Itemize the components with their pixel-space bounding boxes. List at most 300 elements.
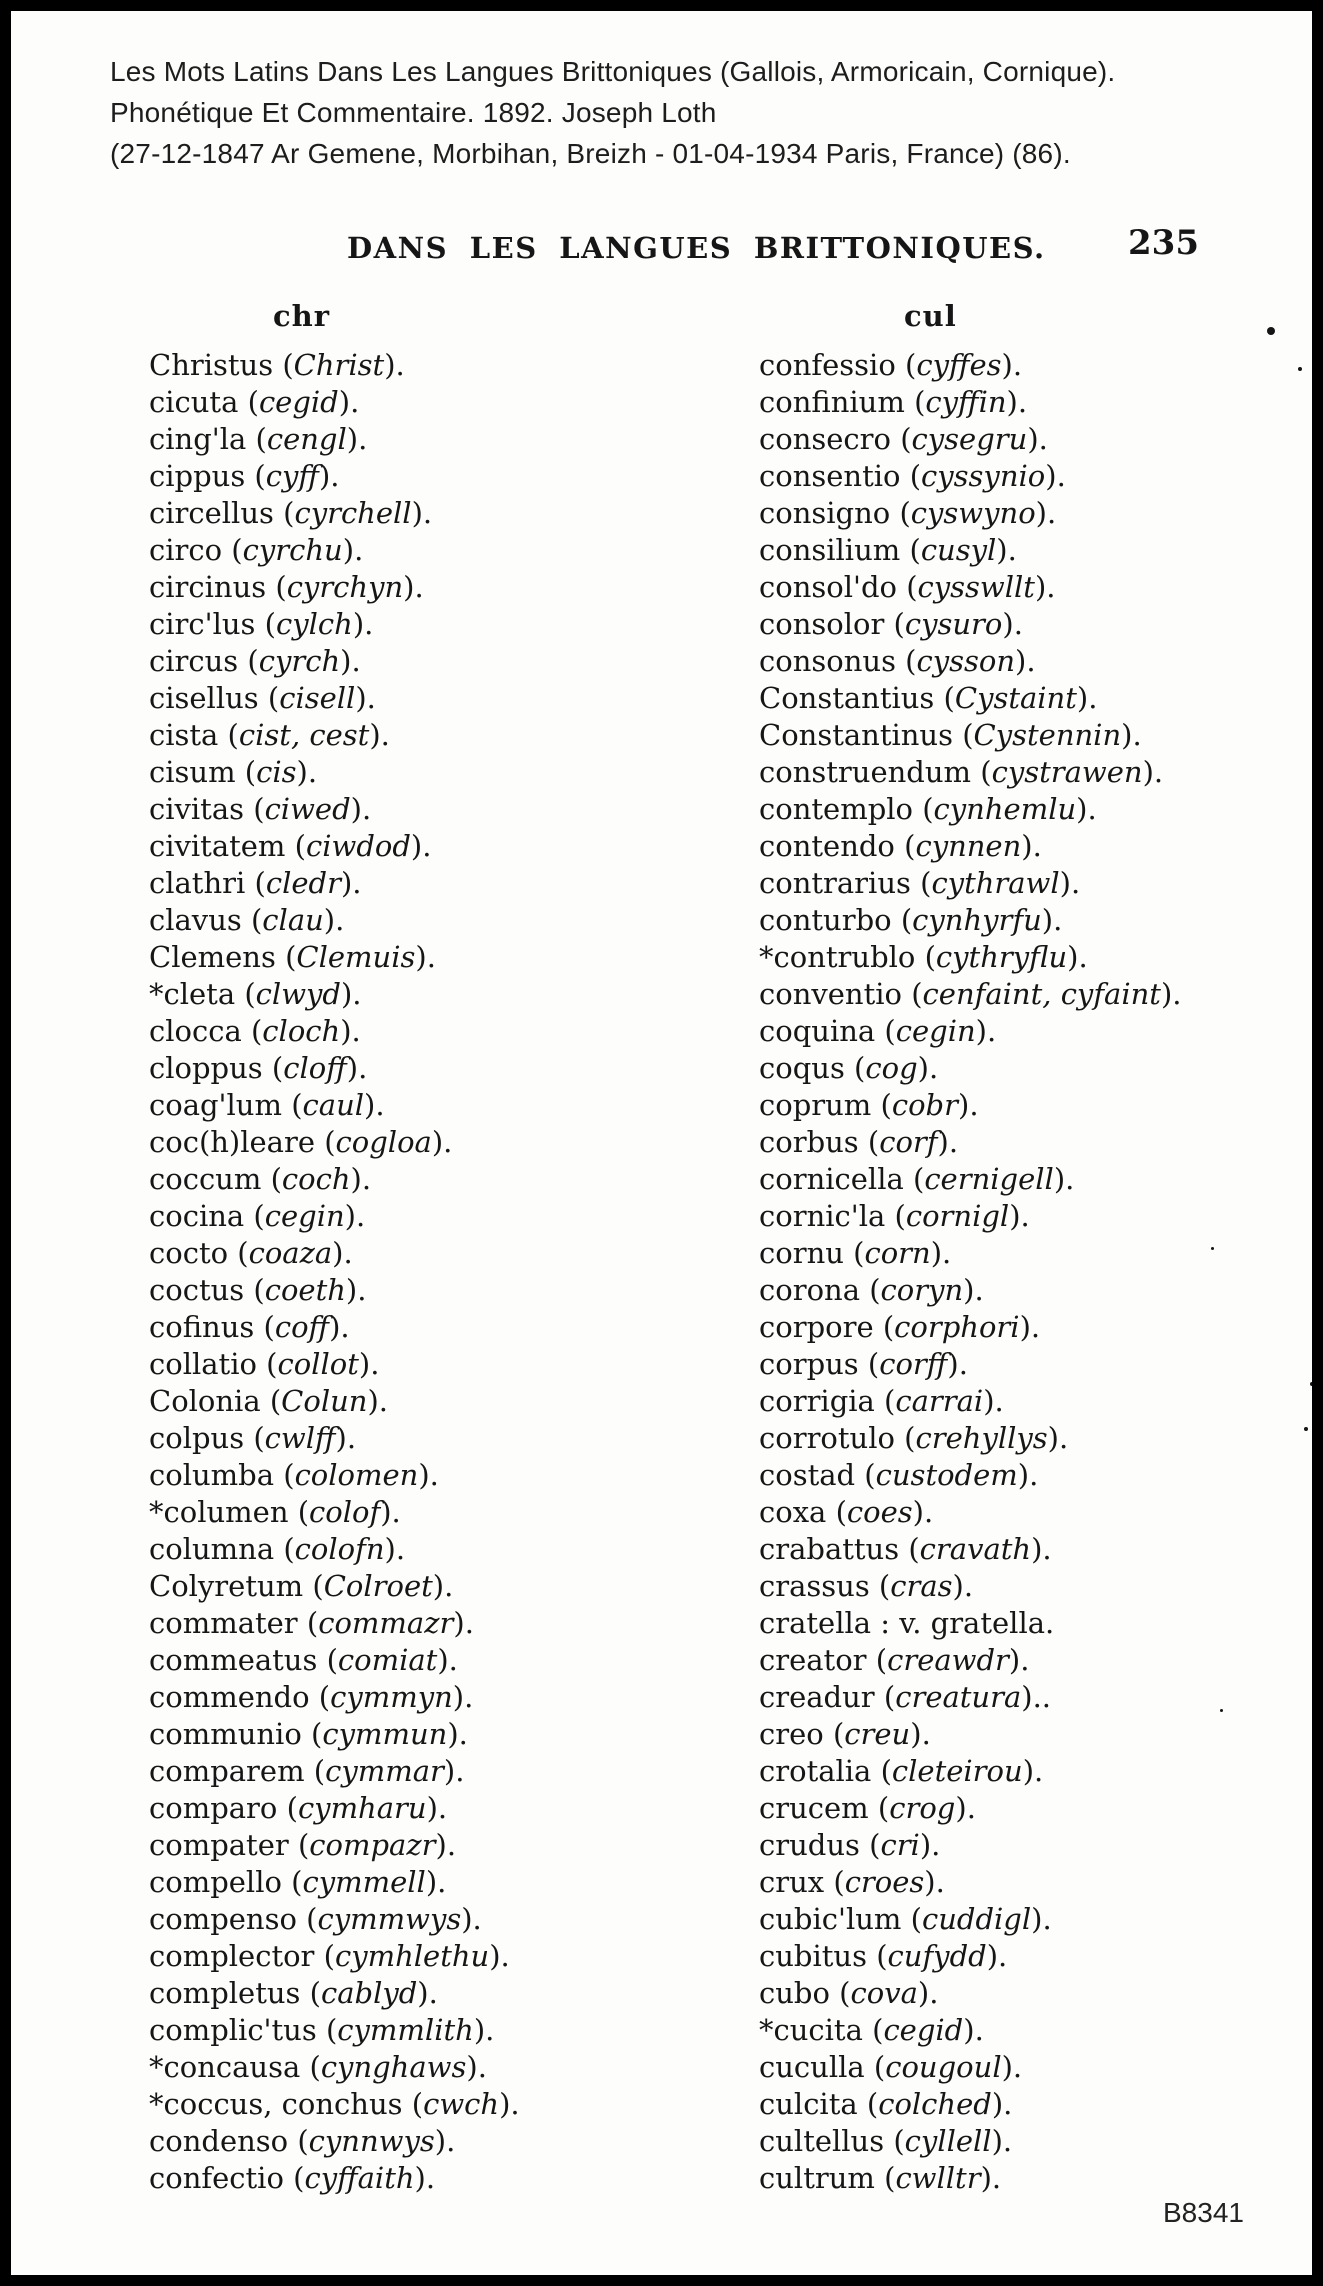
entry-latin: cicuta: [149, 385, 239, 419]
entry-latin: civitas: [149, 792, 245, 826]
entry-latin: colpus: [149, 1421, 245, 1455]
dictionary-entry: cultrum (cwlltr).: [759, 2161, 1002, 2195]
dictionary-entry: confinium (cyffin).: [759, 385, 1028, 419]
entry-latin: cisum: [149, 755, 236, 789]
dictionary-entry: crabattus (cravath).: [759, 1532, 1052, 1566]
entry-latin: corona: [759, 1273, 860, 1307]
entry-gloss: cysuro: [904, 607, 1003, 641]
entry-gloss: cornigl: [905, 1199, 1010, 1233]
entry-gloss: corphori: [894, 1310, 1020, 1344]
entry-latin: circinus: [149, 570, 267, 604]
entry-gloss: cwch: [423, 2087, 500, 2121]
entry-gloss: cablyd: [320, 1976, 418, 2010]
entry-latin: commendo: [149, 1680, 310, 1714]
dictionary-entry: coxa (coes).: [759, 1495, 934, 1529]
dictionary-entry: cubo (cova).: [759, 1976, 939, 2010]
entry-latin: *concausa: [149, 2050, 301, 2084]
entry-latin: compenso: [149, 1902, 297, 1936]
dictionary-entry: coc(h)leare (cogloa).: [149, 1125, 453, 1159]
entry-latin: crassus: [759, 1569, 870, 1603]
dictionary-entry: Colyretum (Colroet).: [149, 1569, 454, 1603]
dictionary-entry: conturbo (cynhyrfu).: [759, 903, 1063, 937]
entry-gloss: clwyd: [255, 977, 341, 1011]
entry-gloss: cyffin: [925, 385, 1007, 419]
entry-latin: columna: [149, 1532, 275, 1566]
entry-gloss: cova: [850, 1976, 918, 2010]
entry-gloss: cri: [880, 1828, 920, 1862]
entry-latin: cornu: [759, 1236, 844, 1270]
entry-gloss: croes: [844, 1865, 925, 1899]
dictionary-entry: compello (cymmell).: [149, 1865, 447, 1899]
dictionary-entry: Constantius (Cystaint).: [759, 681, 1098, 715]
entry-gloss: cyrchu: [242, 533, 343, 567]
entry-gloss: cuddigl: [921, 1902, 1032, 1936]
dictionary-entry: coprum (cobr).: [759, 1088, 979, 1122]
dictionary-entry: culcita (colched).: [759, 2087, 1013, 2121]
entry-gloss: colched: [878, 2087, 992, 2121]
entry-gloss: collot: [277, 1347, 359, 1381]
entry-latin: Colonia: [149, 1384, 261, 1418]
dictionary-entry: corrotulo (crehyllys).: [759, 1421, 1069, 1455]
entry-gloss: Christ: [293, 348, 385, 382]
entry-gloss: colomen: [294, 1458, 419, 1492]
entry-gloss: coch: [281, 1162, 351, 1196]
entry-latin: consonus: [759, 644, 896, 678]
entry-latin: corrotulo: [759, 1421, 895, 1455]
dictionary-entry: comparem (cymmar).: [149, 1754, 465, 1788]
page-number: 235: [1128, 223, 1199, 263]
scan-artifact-dot: [1304, 1427, 1308, 1431]
dictionary-entry: cubic'lum (cuddigl).: [759, 1902, 1052, 1936]
entry-latin: cornic'la: [759, 1199, 886, 1233]
entry-latin: complic'tus: [149, 2013, 317, 2047]
dictionary-entry: cloppus (cloff).: [149, 1051, 368, 1085]
entry-gloss: crehyllys: [915, 1421, 1048, 1455]
entry-gloss: cravath: [919, 1532, 1032, 1566]
entry-latin: corrigia: [759, 1384, 875, 1418]
dictionary-entry: corona (coryn).: [759, 1273, 984, 1307]
entry-gloss: cyrchyn: [286, 570, 404, 604]
entry-latin: cista: [149, 718, 219, 752]
entry-latin: coquina: [759, 1014, 876, 1048]
dictionary-entry: cicuta (cegid).: [149, 385, 360, 419]
entry-gloss: cog: [865, 1051, 918, 1085]
entry-latin: confectio: [149, 2161, 284, 2195]
entry-gloss: cysswllt: [917, 570, 1035, 604]
dictionary-entry: *concausa (cynghaws).: [149, 2050, 487, 2084]
entry-latin: cocto: [149, 1236, 229, 1270]
entry-gloss: cufydd: [887, 1939, 987, 1973]
entry-gloss: cyrch: [258, 644, 341, 678]
entry-gloss: cymharu: [297, 1791, 427, 1825]
dictionary-entry: cornu (corn).: [759, 1236, 952, 1270]
entry-latin: cultellus: [759, 2124, 885, 2158]
entry-gloss: commazr: [318, 1606, 454, 1640]
entry-gloss: coaza: [248, 1236, 333, 1270]
dictionary-entry: corpore (corphori).: [759, 1310, 1041, 1344]
document-header: [110, 51, 1115, 174]
dictionary-entry: consonus (cysson).: [759, 644, 1036, 678]
dictionary-entry: commeatus (comiat).: [149, 1643, 458, 1677]
entry-gloss: cwlff: [264, 1421, 336, 1455]
entry-gloss: corff: [879, 1347, 948, 1381]
entry-latin: cofinus: [149, 1310, 255, 1344]
dictionary-entry: *coccus, conchus (cwch).: [149, 2087, 520, 2121]
entry-gloss: cymmwys: [317, 1902, 462, 1936]
dictionary-entry: consolor (cysuro).: [759, 607, 1023, 641]
entry-gloss: ciwdod: [305, 829, 411, 863]
entry-gloss: cougoul: [885, 2050, 1002, 2084]
entry-gloss: cyllell: [904, 2124, 992, 2158]
dictionary-entry: *columen (colof).: [149, 1495, 401, 1529]
entry-gloss: cist, cest: [238, 718, 370, 752]
entry-latin: coc(h)leare: [149, 1125, 315, 1159]
entry-latin: collatio: [149, 1347, 257, 1381]
entry-gloss: cynnen: [915, 829, 1022, 863]
entry-latin: corpore: [759, 1310, 874, 1344]
entry-gloss: cloff: [283, 1051, 347, 1085]
dictionary-entry: coag'lum (caul).: [149, 1088, 385, 1122]
entry-latin: coxa: [759, 1495, 827, 1529]
entry-latin: cubo: [759, 1976, 830, 2010]
catalog-code: B8341: [1163, 2197, 1244, 2228]
dictionary-entry: Colonia (Colun).: [149, 1384, 388, 1418]
entry-latin: cuculla: [759, 2050, 865, 2084]
entry-gloss: cenfaint, cyfaint: [922, 977, 1161, 1011]
dictionary-entry: civitas (ciwed).: [149, 792, 372, 826]
dictionary-entry: coquina (cegin).: [759, 1014, 997, 1048]
dictionary-entry: cisellus (cisell).: [149, 681, 376, 715]
entry-latin: corbus: [759, 1125, 859, 1159]
entry-gloss: Colun: [281, 1384, 368, 1418]
entry-latin: *cucita: [759, 2013, 863, 2047]
entry-gloss: compazr: [309, 1828, 436, 1862]
dictionary-entry: communio (cymmun).: [149, 1717, 468, 1751]
entry-gloss: cyswyno: [910, 496, 1036, 530]
dictionary-entry: columba (colomen).: [149, 1458, 439, 1492]
entry-latin: *coccus, conchus: [149, 2087, 403, 2121]
dictionary-entry: coqus (cog).: [759, 1051, 939, 1085]
dictionary-entry: cocto (coaza).: [149, 1236, 353, 1270]
dictionary-entry: complector (cymhlethu).: [149, 1939, 510, 1973]
entry-gloss: cwlltr: [895, 2161, 981, 2195]
entry-gloss: cegid: [883, 2013, 964, 2047]
entry-gloss: cyrchell: [294, 496, 412, 530]
dictionary-entry: confessio (cyffes).: [759, 348, 1023, 382]
entry-gloss: cegin: [895, 1014, 976, 1048]
entry-latin: civitatem: [149, 829, 286, 863]
entry-latin: coqus: [759, 1051, 845, 1085]
entry-latin: crux: [759, 1865, 825, 1899]
entry-latin: circ'lus: [149, 607, 256, 641]
entry-latin: *contrublo: [759, 940, 916, 974]
dictionary-entry: coctus (coeth).: [149, 1273, 367, 1307]
entry-latin: contemplo: [759, 792, 913, 826]
dictionary-entry: *cucita (cegid).: [759, 2013, 984, 2047]
scan-artifact-dot: [1220, 1709, 1223, 1712]
entry-latin: cornicella: [759, 1162, 904, 1196]
meta-line-title: Les Mots Latins Dans Les Langues Brittoniques (Gallois, Armoricain, Cornique).: [110, 56, 1116, 87]
dictionary-entry: compenso (cymmwys).: [149, 1902, 482, 1936]
entry-gloss: cynghaws: [320, 2050, 467, 2084]
entry-latin: conventio: [759, 977, 902, 1011]
dictionary-entry: circus (cyrch).: [149, 644, 361, 678]
entry-latin: Constantius: [759, 681, 935, 715]
entry-latin: clocca: [149, 1014, 242, 1048]
entry-gloss: cymhlethu: [334, 1939, 490, 1973]
dictionary-entry: cornicella (cernigell).: [759, 1162, 1075, 1196]
entry-latin: cultrum: [759, 2161, 875, 2195]
entry-latin: construendum: [759, 755, 972, 789]
entry-gloss: Cystaint: [954, 681, 1077, 715]
dictionary-entry: Clemens (Clemuis).: [149, 940, 436, 974]
dictionary-entry: crudus (cri).: [759, 1828, 941, 1862]
dictionary-entry: condenso (cynnwys).: [149, 2124, 456, 2158]
dictionary-entry: construendum (cystrawen).: [759, 755, 1164, 789]
entry-latin: consilium: [759, 533, 901, 567]
left-column: [149, 347, 520, 2197]
entry-latin: compello: [149, 1865, 282, 1899]
entry-latin: Clemens: [149, 940, 276, 974]
entry-latin: compater: [149, 1828, 289, 1862]
dictionary-entry: crotalia (cleteirou).: [759, 1754, 1044, 1788]
entry-gloss: cleteirou: [891, 1754, 1023, 1788]
entry-latin: crudus: [759, 1828, 860, 1862]
entry-latin: *cleta: [149, 977, 236, 1011]
entry-gloss: corn: [864, 1236, 931, 1270]
dictionary-entry: creator (creawdr).: [759, 1643, 1030, 1677]
entry-gloss: cobr: [891, 1088, 958, 1122]
entry-latin: consolor: [759, 607, 885, 641]
entry-gloss: cledr: [265, 866, 341, 900]
entry-latin: Colyretum: [149, 1569, 304, 1603]
entry-latin: coctus: [149, 1273, 245, 1307]
dictionary-entry: circo (cyrchu).: [149, 533, 364, 567]
entry-gloss: Clemuis: [296, 940, 416, 974]
dictionary-entry: cratella : v. gratella.: [759, 1606, 1055, 1640]
entry-latin: *columen: [149, 1495, 289, 1529]
entry-latin: crabattus: [759, 1532, 900, 1566]
entry-gloss: corf: [879, 1125, 938, 1159]
entry-gloss: cusyl: [920, 533, 997, 567]
entry-latin: comparo: [149, 1791, 278, 1825]
dictionary-entry: cultellus (cyllell).: [759, 2124, 1013, 2158]
entry-gloss: cymmar: [325, 1754, 444, 1788]
entry-gloss: cyffes: [916, 348, 1002, 382]
entry-gloss: cras: [890, 1569, 953, 1603]
entry-latin: confessio: [759, 348, 896, 382]
entry-latin: complector: [149, 1939, 315, 1973]
dictionary-entry: cista (cist, cest).: [149, 718, 390, 752]
entry-latin: creadur: [759, 1680, 875, 1714]
dictionary-entry: clocca (cloch).: [149, 1014, 361, 1048]
entry-gloss: cisell: [279, 681, 356, 715]
entry-gloss: cylch: [275, 607, 353, 641]
entry-gloss: cyff: [265, 459, 319, 493]
dictionary-entry: comparo (cymharu).: [149, 1791, 448, 1825]
entry-gloss: cymmlith: [337, 2013, 474, 2047]
dictionary-entry: corrigia (carrai).: [759, 1384, 1004, 1418]
entry-latin: columba: [149, 1458, 275, 1492]
dictionary-entry: *cleta (clwyd).: [149, 977, 362, 1011]
column-header-cul: cul: [904, 299, 957, 333]
entry-gloss: Cystennin: [973, 718, 1122, 752]
entry-latin: creo: [759, 1717, 824, 1751]
entry-latin: crotalia: [759, 1754, 872, 1788]
entry-latin: commater: [149, 1606, 298, 1640]
entry-latin: contendo: [759, 829, 895, 863]
dictionary-entry: cocina (cegin).: [149, 1199, 366, 1233]
dictionary-entry: circ'lus (cylch).: [149, 607, 374, 641]
scan-artifact-dot: [1267, 327, 1275, 335]
dictionary-entry: crassus (cras).: [759, 1569, 974, 1603]
dictionary-entry: contrarius (cythrawl).: [759, 866, 1081, 900]
entry-gloss: creatura: [895, 1680, 1022, 1714]
entry-gloss: cystrawen: [991, 755, 1143, 789]
entry-gloss: cymmyn: [330, 1680, 453, 1714]
dictionary-entry: creo (creu).: [759, 1717, 931, 1751]
entry-latin: cippus: [149, 459, 246, 493]
entry-gloss: cogloa: [335, 1125, 432, 1159]
entry-gloss: colofn: [294, 1532, 385, 1566]
entry-latin: circellus: [149, 496, 274, 530]
entry-latin: costad: [759, 1458, 856, 1492]
dictionary-entry: corbus (corf).: [759, 1125, 959, 1159]
dictionary-entry: clathri (cledr).: [149, 866, 362, 900]
entry-latin: corpus: [759, 1347, 859, 1381]
entry-gloss: cymmun: [322, 1717, 448, 1751]
dictionary-entry: Christus (Christ).: [149, 348, 405, 382]
scan-artifact-dot: [1310, 1382, 1314, 1386]
dictionary-entry: cubitus (cufydd).: [759, 1939, 1008, 1973]
entry-gloss: caul: [302, 1088, 365, 1122]
dictionary-entry: consecro (cysegru).: [759, 422, 1048, 456]
entry-gloss: cynnwys: [308, 2124, 435, 2158]
entry-latin: consecro: [759, 422, 891, 456]
meta-line-subtitle: Phonétique Et Commentaire. 1892. Joseph Loth: [110, 97, 717, 128]
entry-gloss: crog: [889, 1791, 956, 1825]
entry-gloss: cernigell: [924, 1162, 1054, 1196]
entry-latin: circo: [149, 533, 223, 567]
dictionary-entry: commendo (cymmyn).: [149, 1680, 474, 1714]
entry-gloss: colof: [309, 1495, 381, 1529]
dictionary-entry: collatio (collot).: [149, 1347, 380, 1381]
entry-latin: clavus: [149, 903, 242, 937]
entry-latin: crucem: [759, 1791, 869, 1825]
entry-gloss: cyffaith: [304, 2161, 415, 2195]
dictionary-entry: cippus (cyff).: [149, 459, 340, 493]
entry-gloss: cloch: [262, 1014, 341, 1048]
entry-latin: condenso: [149, 2124, 289, 2158]
dictionary-entry: cofinus (coff).: [149, 1310, 350, 1344]
entry-gloss: cynhyrfu: [912, 903, 1042, 937]
dictionary-entry: costad (custodem).: [759, 1458, 1039, 1492]
dictionary-entry: crucem (crog).: [759, 1791, 976, 1825]
dictionary-entry: crux (croes).: [759, 1865, 945, 1899]
meta-line-author-dates: (27-12-1847 Ar Gemene, Morbihan, Breizh - 01-04-1934 Paris, France) (86).: [110, 138, 1071, 169]
entry-latin: coprum: [759, 1088, 872, 1122]
entry-gloss: cengl: [266, 422, 347, 456]
entry-gloss: coff: [274, 1310, 330, 1344]
dictionary-entry: corpus (corff).: [759, 1347, 968, 1381]
entry-gloss: cythryflu: [935, 940, 1068, 974]
entry-latin: coccum: [149, 1162, 262, 1196]
entry-latin: consol'do: [759, 570, 897, 604]
dictionary-entry: consigno (cyswyno).: [759, 496, 1057, 530]
dictionary-entry: *contrublo (cythryflu).: [759, 940, 1088, 974]
running-title: DANS LES LANGUES BRITTONIQUES.: [347, 231, 1046, 265]
entry-gloss: custodem: [875, 1458, 1018, 1492]
dictionary-entry: completus (cablyd).: [149, 1976, 438, 2010]
entry-latin: conturbo: [759, 903, 892, 937]
right-column: [759, 347, 1182, 2197]
entry-gloss: cis: [256, 755, 297, 789]
dictionary-entry: cisum (cis).: [149, 755, 318, 789]
entry-gloss: ciwed: [264, 792, 351, 826]
dictionary-entry: contemplo (cynhemlu).: [759, 792, 1097, 826]
dictionary-entry: consentio (cyssynio).: [759, 459, 1066, 493]
entry-latin: confinium: [759, 385, 905, 419]
entry-gloss: cyssynio: [921, 459, 1046, 493]
dictionary-entry: circellus (cyrchell).: [149, 496, 433, 530]
entry-latin: coag'lum: [149, 1088, 282, 1122]
dictionary-entry: circinus (cyrchyn).: [149, 570, 424, 604]
entry-latin: culcita: [759, 2087, 858, 2121]
dictionary-entry: clavus (clau).: [149, 903, 345, 937]
entry-gloss: cythrawl: [931, 866, 1060, 900]
dictionary-entry: consilium (cusyl).: [759, 533, 1017, 567]
dictionary-entry: creadur (creatura)..: [759, 1680, 1052, 1714]
entry-latin: cocina: [149, 1199, 245, 1233]
entry-latin: completus: [149, 1976, 301, 2010]
scan-artifact-dot: [1298, 367, 1302, 371]
entry-latin: circus: [149, 644, 239, 678]
entry-latin: cratella : v. gratella: [759, 1606, 1046, 1640]
entry-gloss: cynhemlu: [933, 792, 1077, 826]
dictionary-entry: colpus (cwlff).: [149, 1421, 357, 1455]
entry-gloss: cysegru: [911, 422, 1028, 456]
entry-latin: Christus: [149, 348, 274, 382]
dictionary-entry: confectio (cyffaith).: [149, 2161, 436, 2195]
dictionary-entry: cornic'la (cornigl).: [759, 1199, 1030, 1233]
entry-latin: consigno: [759, 496, 891, 530]
entry-gloss: coeth: [264, 1273, 346, 1307]
entry-gloss: comiat: [337, 1643, 438, 1677]
entry-latin: cisellus: [149, 681, 259, 715]
dictionary-entry: columna (colofn).: [149, 1532, 406, 1566]
dictionary-entry: commater (commazr).: [149, 1606, 474, 1640]
entry-latin: cloppus: [149, 1051, 263, 1085]
entry-gloss: creu: [844, 1717, 911, 1751]
dictionary-entry: Constantinus (Cystennin).: [759, 718, 1142, 752]
entry-latin: cubitus: [759, 1939, 867, 1973]
entry-gloss: cysson: [916, 644, 1016, 678]
entry-gloss: cymmell: [302, 1865, 426, 1899]
entry-latin: communio: [149, 1717, 302, 1751]
scan-artifact-dot: [1211, 1247, 1214, 1250]
entry-gloss: carrai: [895, 1384, 984, 1418]
dictionary-entry: contendo (cynnen).: [759, 829, 1042, 863]
dictionary-entry: cuculla (cougoul).: [759, 2050, 1023, 2084]
entry-gloss: coryn: [880, 1273, 964, 1307]
dictionary-entry: cing'la (cengl).: [149, 422, 368, 456]
dictionary-entry: complic'tus (cymmlith).: [149, 2013, 495, 2047]
entry-gloss: cegid: [258, 385, 339, 419]
dictionary-entry: consol'do (cysswllt).: [759, 570, 1056, 604]
column-header-chr: chr: [273, 299, 331, 333]
entry-latin: commeatus: [149, 1643, 318, 1677]
entry-gloss: coes: [846, 1495, 913, 1529]
